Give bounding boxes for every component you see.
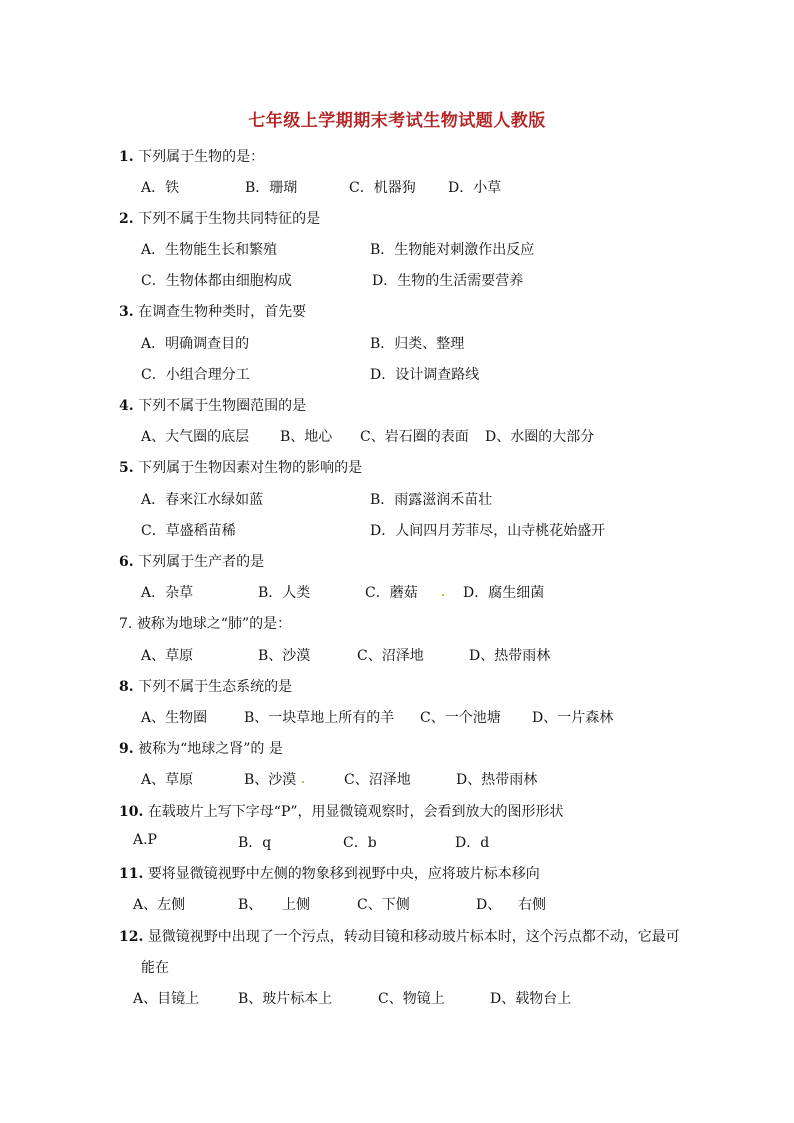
option-a: A、大气圈的底层 — [141, 429, 250, 445]
question-9 — [119, 738, 283, 758]
question-text: 要将显微镜视野中左侧的物象移到视野中央，应将玻片标本移向 — [147, 866, 540, 882]
option-d: D、水圈的大部分 — [485, 429, 595, 445]
question-text: 在载玻片上写下字母“P”，用显微镜观察时，会看到放大的图形形状 — [147, 804, 564, 820]
question-text: 下列不属于生物共同特征的是 — [138, 211, 321, 227]
question-number: 5. — [119, 460, 134, 476]
option-d: D．生物的生活需要营养 — [372, 273, 524, 289]
question-number: 3. — [119, 304, 134, 320]
question-10 — [119, 801, 564, 821]
option-b: B、 — [238, 897, 263, 913]
page-title: 七年级上学期期末考试生物试题人教版 — [248, 111, 546, 131]
question-text: 被称为地球之“肺”的是： — [136, 616, 292, 632]
question-text: 下列属于生产者的是 — [138, 554, 265, 570]
option-c: C．b — [343, 835, 377, 851]
option-a: A.P — [133, 832, 157, 848]
option-b: B．归类、整理 — [370, 336, 465, 352]
question-4 — [119, 395, 306, 415]
option-d: D．d — [455, 835, 490, 851]
option-a: A、生物圈 — [141, 710, 208, 726]
question-3 — [119, 301, 306, 321]
option-c: C、物镜上 — [378, 991, 445, 1007]
option-a: A、左侧 — [133, 897, 186, 913]
option-a: A．铁 — [141, 180, 180, 196]
option-b: B、沙漠 — [244, 772, 297, 788]
option-c: C、沼泽地 — [344, 772, 411, 788]
option-c: C、沼泽地 — [357, 648, 424, 664]
question-text: 下列属于生物因素对生物的影响的是 — [138, 460, 363, 476]
option-c: C、一个池塘 — [420, 710, 501, 726]
stray-dot-mark — [442, 594, 444, 596]
option-b: B．雨露滋润禾苗壮 — [370, 492, 493, 508]
option-d: D、一片森林 — [532, 710, 614, 726]
option-a: A．春来江水绿如蓝 — [141, 492, 264, 508]
question-number: 12. — [119, 929, 144, 945]
option-a: A、目镜上 — [133, 991, 200, 1007]
question-number: 7. — [119, 616, 133, 632]
question-11 — [119, 863, 540, 883]
question-text: 显微镜视野中出现了一个污点，转动目镜和移动玻片标本时，这个污点都不动，它最可 — [147, 929, 680, 945]
option-c: C．机器狗 — [349, 180, 416, 196]
question-6 — [119, 551, 264, 571]
question-1 — [119, 146, 264, 166]
option-a: A．明确调查目的 — [141, 336, 250, 352]
option-a: A、草原 — [141, 772, 194, 788]
question-2 — [119, 208, 320, 228]
question-text: 在调查生物种类时，首先要 — [138, 304, 307, 320]
question-number: 2. — [119, 211, 134, 227]
question-number: 6. — [119, 554, 134, 570]
option-c: C、下侧 — [357, 897, 410, 913]
option-b: B、一块草地上所有的羊 — [244, 710, 395, 726]
question-text: 下列不属于生物圈范围的是 — [138, 398, 307, 414]
option-b-text: 上侧 — [282, 897, 310, 913]
question-number: 10. — [119, 804, 144, 820]
option-b: B．珊瑚 — [245, 180, 298, 196]
option-d-text: 右侧 — [518, 897, 546, 913]
option-c: C．蘑菇 — [365, 585, 418, 601]
question-8 — [119, 676, 292, 696]
question-7 — [119, 613, 291, 633]
option-d: D．腐生细菌 — [463, 585, 545, 601]
option-b: B．q — [238, 835, 272, 851]
option-b: B、地心 — [280, 429, 333, 445]
option-d: D、热带雨林 — [456, 772, 538, 788]
stray-dot-mark — [302, 781, 304, 783]
question-number: 8. — [119, 679, 134, 695]
option-d: D．人间四月芳菲尽，山寺桃花始盛开 — [370, 523, 606, 539]
question-text: 下列不属于生态系统的是 — [138, 679, 293, 695]
question-text: 下列属于生物的是： — [138, 149, 265, 165]
question-12 — [119, 926, 680, 946]
option-b: B．生物能对刺激作出反应 — [370, 242, 535, 258]
question-number: 4. — [119, 398, 134, 414]
option-d: D、 — [476, 897, 502, 913]
question-number: 1. — [119, 149, 134, 165]
option-b: B、玻片标本上 — [238, 991, 333, 1007]
option-a: A．生物能生长和繁殖 — [141, 242, 278, 258]
option-c: C．小组合理分工 — [141, 367, 250, 383]
option-b: B．人类 — [258, 585, 311, 601]
question-text-continued: 能在 — [141, 960, 169, 976]
option-b: B、沙漠 — [258, 648, 311, 664]
option-a: A、草原 — [141, 648, 194, 664]
option-a: A．杂草 — [141, 585, 194, 601]
option-d: D、载物台上 — [490, 991, 572, 1007]
question-number: 9. — [119, 741, 134, 757]
option-c: C．生物体都由细胞构成 — [141, 273, 292, 289]
option-c: C．草盛稻苗稀 — [141, 523, 236, 539]
question-5 — [119, 457, 362, 477]
option-d: D．小草 — [448, 180, 502, 196]
question-text: 被称为“地球之肾”的 是 — [138, 741, 283, 757]
option-c: C、岩石圈的表面 — [360, 429, 469, 445]
option-d: D、热带雨林 — [469, 648, 551, 664]
question-number: 11. — [119, 866, 144, 882]
option-d: D．设计调查路线 — [370, 367, 480, 383]
